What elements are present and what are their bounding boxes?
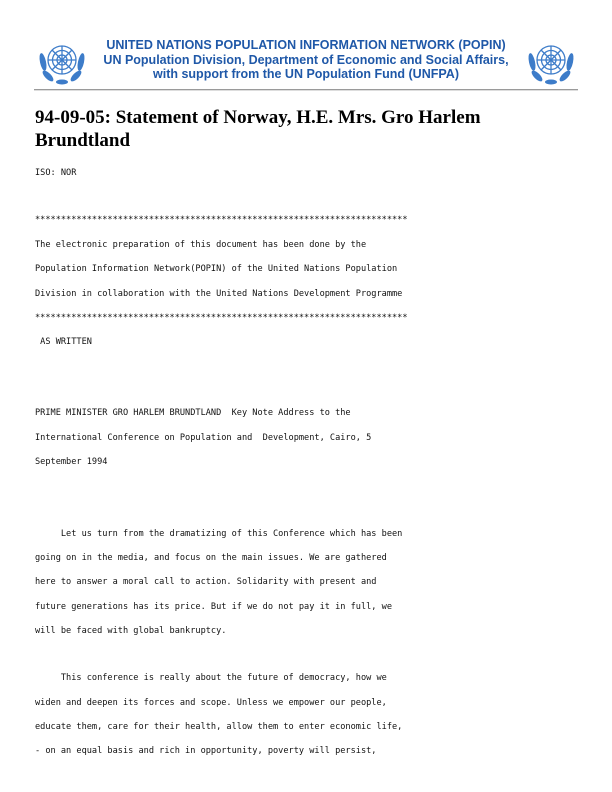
un-emblem-icon xyxy=(36,36,88,88)
page-title: 94-09-05: Statement of Norway, H.E. Mrs. Gro Harlem Brundtland xyxy=(35,107,481,151)
paragraph-2-line-3: educate them, care for their health, allow them to enter economic life, xyxy=(35,722,403,732)
prep-note-line-2: Population Information Network(POPIN) of the United Nations Population xyxy=(35,264,398,274)
as-written: AS WRITTEN xyxy=(35,337,92,347)
paragraph-2-line-2: widen and deepen its forces and scope. Unless we empower our people, xyxy=(35,698,387,708)
paragraph-2-line-4: - on an equal basis and rich in opportunity, poverty will persist, xyxy=(35,746,377,756)
paragraph-1-line-1: Let us turn from the dramatizing of this Conference which has been xyxy=(35,529,403,539)
speaker-line-1: PRIME MINISTER GRO HARLEM BRUNDTLAND Key Note Address to the xyxy=(35,408,351,418)
header-line-1: UNITED NATIONS POPULATION INFORMATION NETWORK (POPIN) xyxy=(106,38,506,52)
speaker-line-2: International Conference on Population and Development, Cairo, 5 xyxy=(35,433,372,443)
page-header xyxy=(0,0,612,92)
prep-note-line-1: The electronic preparation of this document has been done by the xyxy=(35,240,367,250)
prep-note-line-3: Division in collaboration with the United Nations Development Programme xyxy=(35,289,403,299)
header-line-3: with support from the UN Population Fund (UNFPA) xyxy=(153,67,459,81)
separator-bottom: ************************************************************************ xyxy=(35,313,408,323)
header-line-2: UN Population Division, Department of Economic and Social Affairs, xyxy=(103,52,509,67)
paragraph-1-line-4: future generations has its price. But if we do not pay it in full, we xyxy=(35,602,392,612)
paragraph-1-line-2: going on in the media, and focus on the main issues. We are gathered xyxy=(35,553,387,563)
iso-code: ISO: NOR xyxy=(35,168,77,178)
un-emblem-icon xyxy=(525,36,577,88)
speaker-line-3: September 1994 xyxy=(35,457,108,467)
paragraph-2-line-1: This conference is really about the future of democracy, how we xyxy=(35,673,387,683)
header-divider xyxy=(34,89,578,91)
header-text xyxy=(88,38,524,82)
paragraph-1-line-3: here to answer a moral call to action. Solidarity with present and xyxy=(35,577,377,587)
separator-top: ************************************************************************ xyxy=(35,215,408,225)
paragraph-1-line-5: will be faced with global bankruptcy. xyxy=(35,626,227,636)
